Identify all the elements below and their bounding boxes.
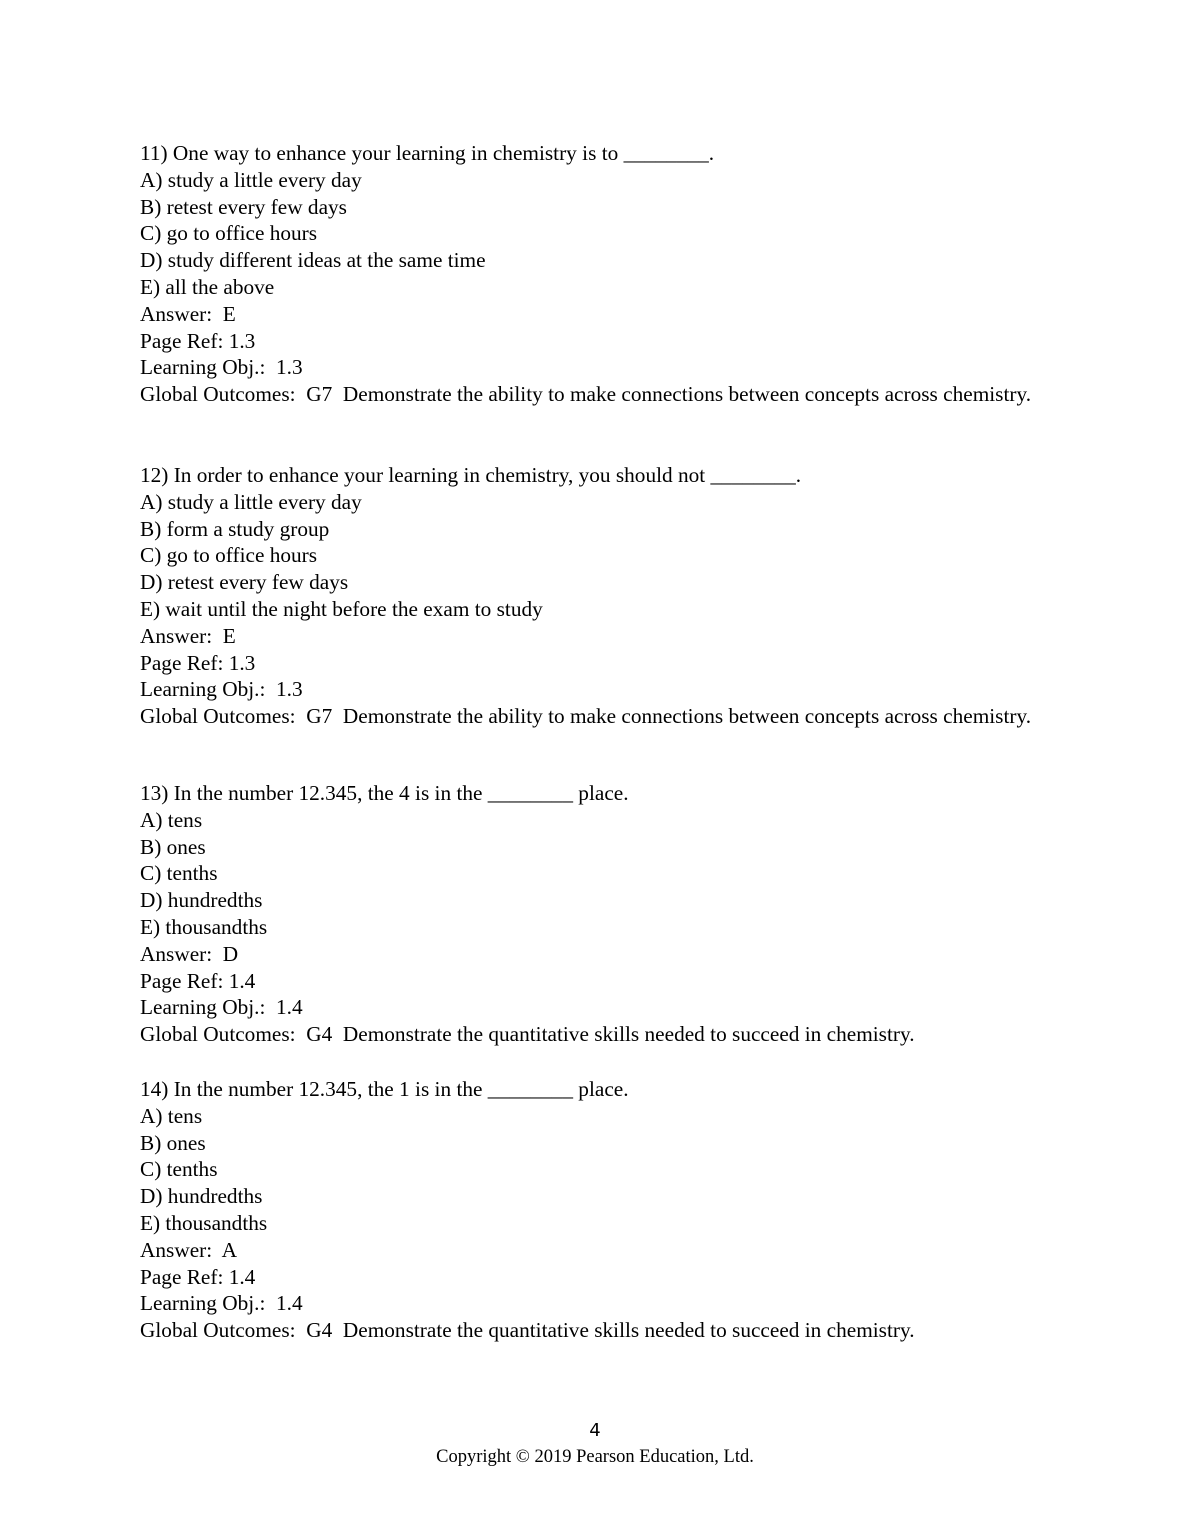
page-ref: Page Ref: 1.4 xyxy=(140,1264,256,1289)
question-13 xyxy=(140,780,1040,1048)
question-stem: 13) In the number 12.345, the 4 is in the ________ place. xyxy=(140,781,629,805)
answer-option-c: C) tenths xyxy=(140,1157,218,1182)
question-12 xyxy=(140,462,1040,730)
answer-option-c: C) go to office hours xyxy=(140,221,318,246)
answer-option-a: A) study a little every day xyxy=(140,167,362,192)
copyright-notice: Copyright © 2019 Pearson Education, Ltd. xyxy=(436,1447,754,1467)
answer-option-c: C) go to office hours xyxy=(140,543,318,568)
learning-objective: Learning Obj.: 1.3 xyxy=(140,355,303,380)
answer-option-d: D) hundredths xyxy=(140,888,263,913)
answer-option-b: B) ones xyxy=(140,1130,206,1155)
learning-objective: Learning Obj.: 1.3 xyxy=(140,677,303,702)
answer-option-a: A) tens xyxy=(140,807,203,832)
answer-option-b: B) ones xyxy=(140,834,206,859)
answer-option-e: E) thousandths xyxy=(140,1210,268,1235)
answer-option-b: B) retest every few days xyxy=(140,194,347,219)
answer-option-a: A) study a little every day xyxy=(140,489,362,514)
answer-option-d: D) hundredths xyxy=(140,1184,263,1209)
question-stem: 14) In the number 12.345, the 1 is in the ________ place. xyxy=(140,1077,629,1101)
question-stem: 11) One way to enhance your learning in chemistry is to ________. xyxy=(140,141,715,165)
global-outcomes: Global Outcomes: G7 Demonstrate the ability to make connections between concepts across chemistry. xyxy=(140,704,1032,729)
answer-option-d: D) study different ideas at the same time xyxy=(140,248,486,273)
answer-option-a: A) tens xyxy=(140,1103,203,1128)
page-ref: Page Ref: 1.3 xyxy=(140,328,256,353)
learning-objective: Learning Obj.: 1.4 xyxy=(140,995,303,1020)
answer-key: Answer: A xyxy=(140,1237,238,1262)
answer-key: Answer: D xyxy=(140,941,239,966)
answer-option-e: E) thousandths xyxy=(140,914,268,939)
question-stem: 12) In order to enhance your learning in chemistry, you should not ________. xyxy=(140,463,802,487)
answer-option-d: D) retest every few days xyxy=(140,570,349,595)
learning-objective: Learning Obj.: 1.4 xyxy=(140,1291,303,1316)
answer-option-e: E) all the above xyxy=(140,274,275,299)
page-ref: Page Ref: 1.4 xyxy=(140,968,256,993)
global-outcomes: Global Outcomes: G4 Demonstrate the quantitative skills needed to succeed in chemistry. xyxy=(140,1022,915,1047)
answer-option-c: C) tenths xyxy=(140,861,218,886)
page-ref: Page Ref: 1.3 xyxy=(140,650,256,675)
answer-key: Answer: E xyxy=(140,301,236,326)
question-14 xyxy=(140,1076,1040,1344)
global-outcomes: Global Outcomes: G4 Demonstrate the quantitative skills needed to succeed in chemistry. xyxy=(140,1318,915,1343)
page-number: 4 xyxy=(589,1420,601,1441)
global-outcomes: Global Outcomes: G7 Demonstrate the ability to make connections between concepts across chemistry. xyxy=(140,382,1032,407)
answer-option-e: E) wait until the night before the exam to study xyxy=(140,596,543,621)
question-11 xyxy=(140,140,1040,408)
answer-option-b: B) form a study group xyxy=(140,516,330,541)
answer-key: Answer: E xyxy=(140,623,236,648)
